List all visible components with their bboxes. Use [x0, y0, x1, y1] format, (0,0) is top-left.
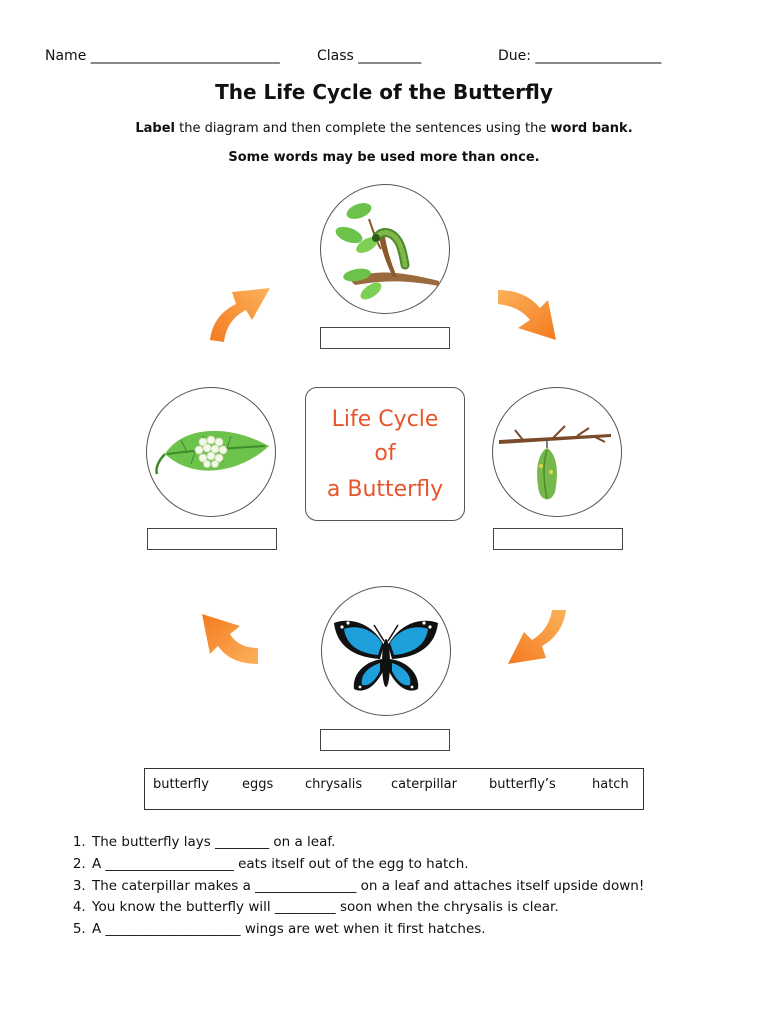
label-box-eggs[interactable] — [147, 528, 277, 550]
word-bank — [144, 768, 644, 810]
instructions-bold-label: Label — [135, 121, 175, 136]
page-title: The Life Cycle of the Butterfly — [215, 80, 553, 104]
word-bank-item: butterfly’s — [489, 777, 556, 792]
sentence-item: 3. The caterpillar makes a _______________ on a leaf and attaches itself upside down! — [90, 876, 768, 898]
arrow-down-left-icon — [504, 606, 570, 668]
arrow-up-right-icon — [206, 284, 272, 344]
label-box-chrysalis[interactable] — [493, 528, 623, 550]
center-title-line-2: of — [374, 441, 396, 466]
stage-circle-caterpillar — [320, 184, 450, 314]
instructions-bold-word-bank: word bank — [550, 121, 628, 136]
stage-circle-butterfly — [321, 586, 451, 716]
sentence-list — [48, 832, 768, 941]
instructions-line-1 — [0, 121, 768, 136]
name-field-label: Name ___________________________ — [45, 48, 280, 64]
word-bank-item: hatch — [592, 777, 629, 792]
word-bank-item: butterfly — [153, 777, 209, 792]
word-bank-item: chrysalis — [305, 777, 363, 792]
center-title-box — [305, 387, 465, 521]
word-bank-item: eggs — [242, 777, 274, 792]
center-title-line-1: Life Cycle — [331, 407, 439, 432]
butterfly-icon — [322, 587, 450, 715]
arrow-down-right-icon — [496, 284, 562, 344]
chrysalis-on-twig-icon — [493, 388, 621, 516]
stage-circle-eggs — [146, 387, 276, 517]
sentence-item: 1. The butterfly lays ________ on a leaf. — [90, 832, 768, 854]
eggs-on-leaf-icon — [147, 388, 275, 516]
label-box-caterpillar[interactable] — [320, 327, 450, 349]
sentence-item: 4. You know the butterfly will _________ soon when the chrysalis is clear. — [90, 897, 768, 919]
instructions-period: . — [627, 121, 633, 136]
sentence-item: 5. A ____________________ wings are wet when it first hatches. — [90, 919, 768, 941]
instructions-line-2: Some words may be used more than once. — [228, 150, 540, 165]
class-field-label: Class _________ — [317, 48, 422, 64]
label-box-butterfly[interactable] — [320, 729, 450, 751]
word-bank-item: caterpillar — [391, 777, 457, 792]
arrow-up-left-icon — [200, 606, 262, 668]
caterpillar-on-branch-icon — [321, 185, 449, 313]
instructions-text: the diagram and then complete the sentences using the — [175, 121, 551, 136]
due-field-label: Due: __________________ — [498, 48, 662, 64]
center-title-art — [306, 388, 464, 520]
sentence-item: 2. A ___________________ eats itself out of the egg to hatch. — [90, 854, 768, 876]
stage-circle-chrysalis — [492, 387, 622, 517]
center-title-line-3: a Butterfly — [326, 477, 444, 502]
